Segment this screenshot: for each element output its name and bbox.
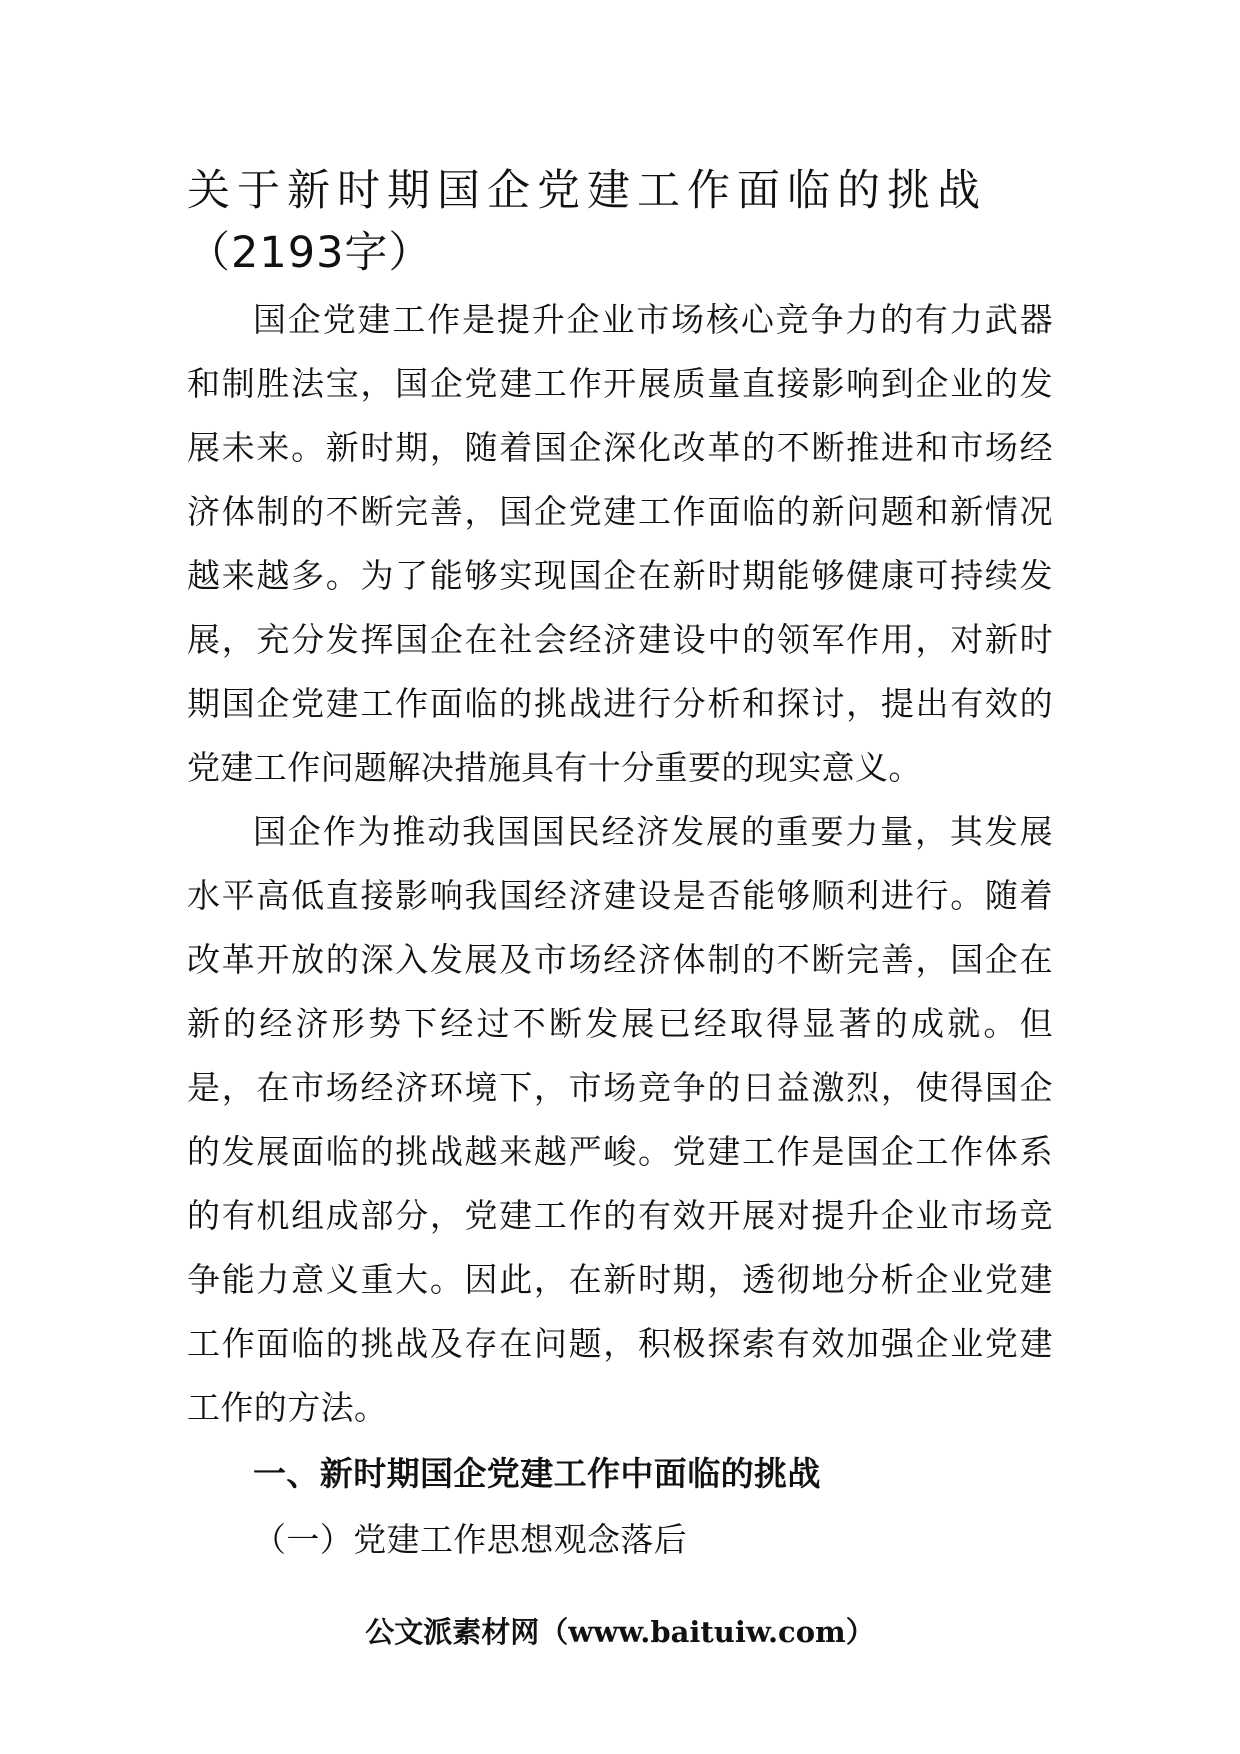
word-count: （2193字） xyxy=(187,228,433,278)
document-title xyxy=(187,160,1053,284)
title-text: 关于新时期国企党建工作面临的挑战 xyxy=(187,166,987,216)
subsection-heading: （一）党建工作思想观念落后 xyxy=(253,1520,688,1559)
section-heading: 一、新时期国企党建工作中面临的挑战 xyxy=(253,1454,821,1493)
paragraph-intro: 国企党建工作是提升企业市场核心竞争力的有力武器和制胜法宝，国企党建工作开展质量直接影响到企业的发展未来。新时期，随着国企深化改革的不断推进和市场经济体制的不断完善，国企党建工作面临的新问题和新情况越来越多。为了能够实现国企在新时期能够健康可持续发展，充分发挥国企在社会经济建设中的领军作用，对新时期国企党建工作面临的挑战进行分析和探讨，提出有效的党建工作问题解决措施具有十分重要的现实意义。 xyxy=(187,300,1053,787)
paragraph-background: 国企作为推动我国国民经济发展的重要力量，其发展水平高低直接影响我国经济建设是否能够顺利进行。随着改革开放的深入发展及市场经济体制的不断完善，国企在新的经济形势下经过不断发展已经取得显著的成就。但是，在市场经济环境下，市场竞争的日益激烈，使得国企的发展面临的挑战越来越严峻。党建工作是国企工作体系的有机组成部分，党建工作的有效开展对提升企业市场竞争能力意义重大。因此，在新时期，透彻地分析企业党建工作面临的挑战及存在问题，积极探索有效加强企业党建工作的方法。 xyxy=(187,812,1053,1427)
footer-watermark: 公文派素材网（www.baituiw.com） xyxy=(365,1615,875,1649)
document-page xyxy=(187,160,1053,1572)
